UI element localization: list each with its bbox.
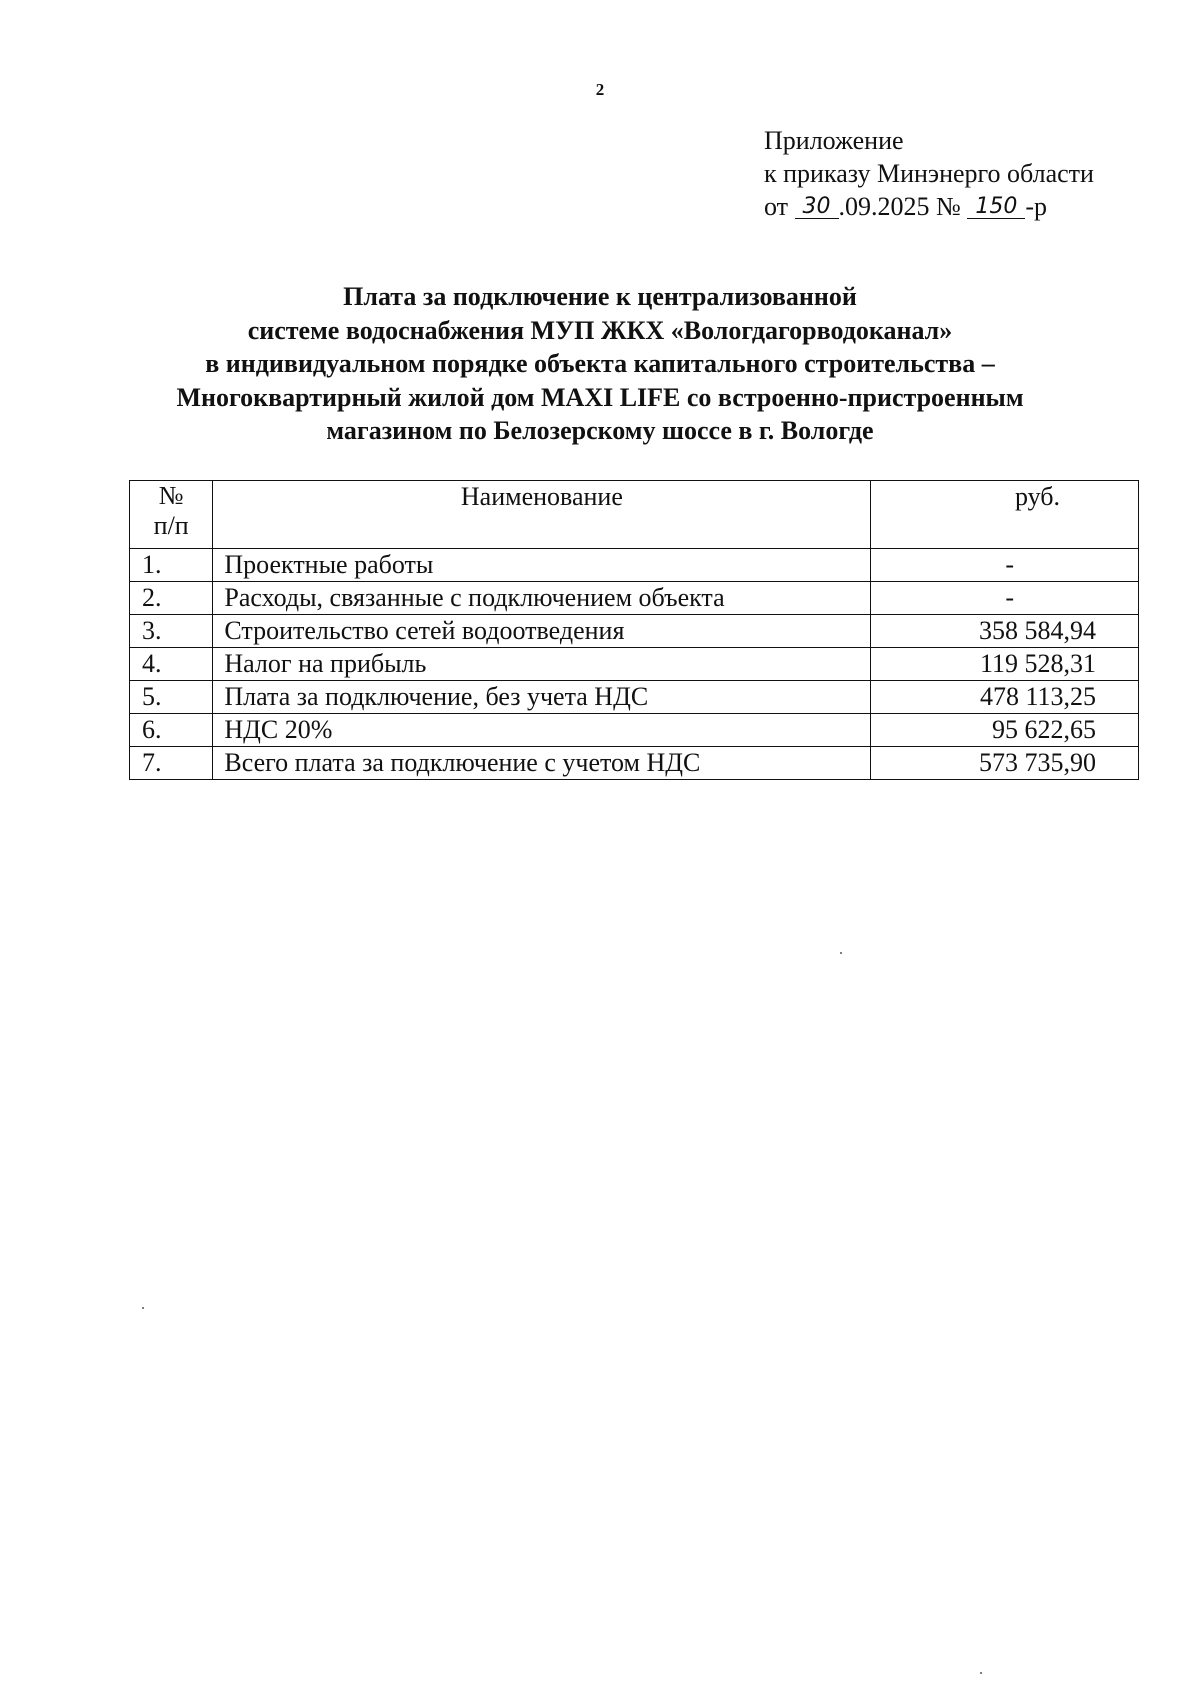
row-name: Расходы, связанные с подключением объекта <box>213 582 871 615</box>
row-amount: - <box>871 549 1139 582</box>
table-row <box>130 714 1139 747</box>
row-name: Всего плата за подключение с учетом НДС <box>213 747 871 780</box>
handwritten-day: 30 <box>795 196 839 219</box>
table-row <box>130 615 1139 648</box>
page-number: 2 <box>595 80 605 99</box>
row-number: 1. <box>130 549 213 582</box>
row-amount: 573 735,90 <box>871 747 1139 780</box>
row-number: 6. <box>130 714 213 747</box>
table-row <box>130 681 1139 714</box>
row-name: Плата за подключение, без учета НДС <box>213 681 871 714</box>
title-line: Плата за подключение к централизованной <box>343 282 857 311</box>
table-row <box>130 582 1139 615</box>
row-amount: 478 113,25 <box>871 681 1139 714</box>
row-number: 7. <box>130 747 213 780</box>
row-number: 5. <box>130 681 213 714</box>
title-line: в индивидуальном порядке объекта капитального строительства – <box>205 349 995 378</box>
row-name: Строительство сетей водоотведения <box>213 615 871 648</box>
appendix-order-reference: к приказу Минэнерго области <box>764 159 1094 188</box>
row-amount: - <box>871 582 1139 615</box>
scan-speck <box>142 1307 144 1309</box>
title-line: магазином по Белозерскому шоссе в г. Вологде <box>326 416 874 445</box>
row-amount: 119 528,31 <box>871 648 1139 681</box>
row-name: Налог на прибыль <box>213 648 871 681</box>
row-amount: 95 622,65 <box>871 714 1139 747</box>
header-name: Наименование <box>213 481 871 549</box>
row-number: 4. <box>130 648 213 681</box>
appendix-block <box>764 124 1094 223</box>
scan-speck <box>980 1672 982 1674</box>
title-line: Многоквартирный жилой дом MAXI LIFE со встроенно-пристроенным <box>176 382 1024 412</box>
scan-speck <box>840 952 842 954</box>
header-number: № п/п <box>130 481 213 549</box>
table-row <box>130 648 1139 681</box>
row-name: НДС 20% <box>213 714 871 747</box>
header-rub: руб. <box>871 481 1139 549</box>
title-line: системе водоснабжения МУП ЖКХ «Вологдагорводоканал» <box>247 315 953 345</box>
row-number: 2. <box>130 582 213 615</box>
appendix-date-number-line <box>764 190 1094 223</box>
row-number: 3. <box>130 615 213 648</box>
fee-table <box>129 480 1139 780</box>
row-amount: 358 584,94 <box>871 615 1139 648</box>
document-title <box>0 280 1200 448</box>
table-header-row <box>130 481 1139 549</box>
row-name: Проектные работы <box>213 549 871 582</box>
date-prefix: от <box>764 192 789 221</box>
appendix-heading: Приложение <box>764 126 904 155</box>
table-row <box>130 747 1139 780</box>
handwritten-order-number: 150 <box>967 196 1025 219</box>
table-row <box>130 549 1139 582</box>
date-rest: .09.2025 № <box>838 192 961 221</box>
order-suffix: -р <box>1025 192 1048 221</box>
